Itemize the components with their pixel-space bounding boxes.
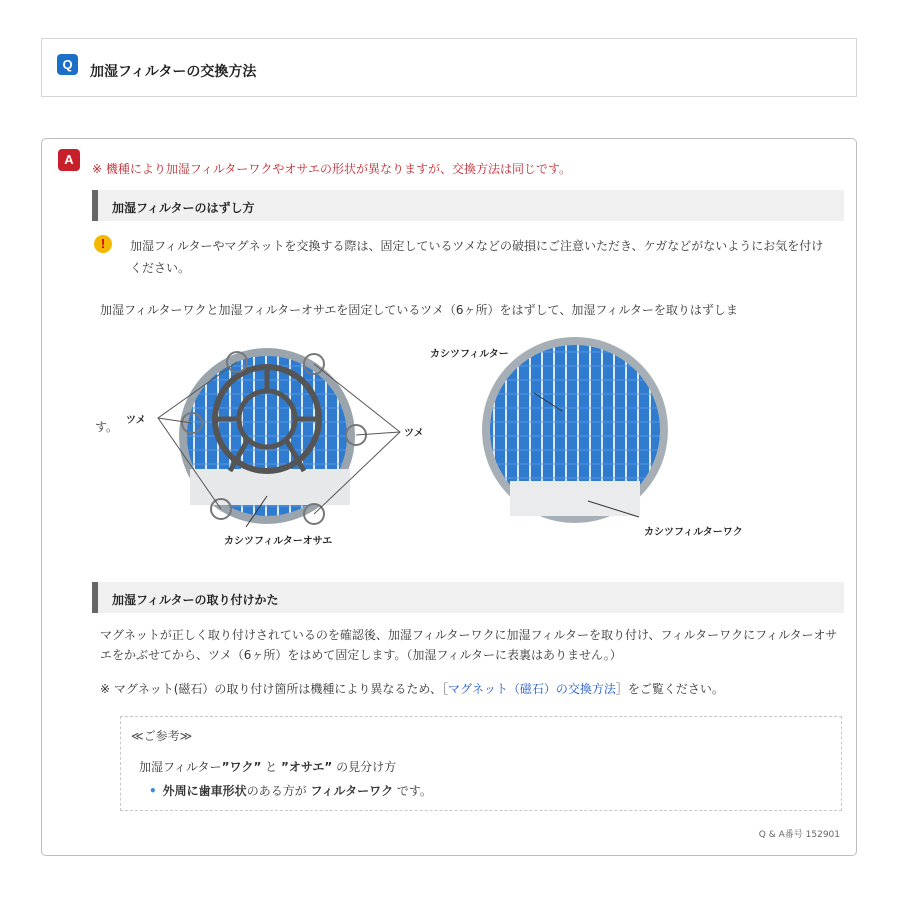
- model-note: ※ 機種により加湿フィルターワクやオサエの形状が異なりますが、交換方法は同じです。: [92, 162, 571, 176]
- removal-instruction-end: す。: [95, 420, 119, 434]
- reference-heading: ≪ご参考≫: [131, 729, 193, 743]
- section-removal-header: [92, 190, 844, 221]
- reference-prefix: 加湿フィルター: [139, 760, 222, 774]
- filter-photos: [92, 331, 832, 561]
- bullet-bold2: フィルターワク: [310, 784, 394, 798]
- section-attach-header: [92, 582, 844, 613]
- magnet-note-prefix: ※ マグネット(磁石）の取り付け箇所は機種により異なるため、［: [100, 682, 448, 696]
- magnet-note: [100, 679, 845, 699]
- qa-number: Q & A番号 152901: [758, 830, 840, 840]
- label-waku: カシツフィルターワク: [644, 527, 743, 538]
- question-box: [41, 38, 857, 97]
- reference-bullet: [149, 782, 432, 799]
- bullet-end: です。: [393, 784, 432, 798]
- answer-badge: A: [58, 149, 80, 171]
- bullet-bold1: 外周に歯車形状: [162, 784, 247, 798]
- reference-line: [139, 758, 396, 775]
- reference-suffix: の見分け方: [332, 760, 397, 774]
- reference-osae-term: ”オサエ”: [280, 760, 333, 774]
- question-badge: Q: [57, 54, 78, 75]
- magnet-exchange-link[interactable]: マグネット（磁石）の交換方法: [447, 682, 616, 696]
- attach-instruction: マグネットが正しく取り付けされているのを確認後、加湿フィルターワクに加湿フィルターを取り付け、フィルターワクにフィルターオサエをかぶせてから、ツメ（6ヶ所）をはめて固定します。（加湿フィルターに表裏はありません。）: [100, 628, 838, 662]
- reference-and: と: [261, 760, 281, 774]
- bullet-mid: のある方が: [246, 784, 311, 798]
- question-title: 加湿フィルターの交換方法: [90, 64, 257, 80]
- label-tsume-left: ツメ: [126, 415, 146, 426]
- section-removal-title: 加湿フィルターのはずし方: [112, 201, 255, 215]
- label-filter: カシツフィルター: [430, 349, 509, 360]
- warning-icon: !: [94, 235, 112, 253]
- filter-illustration: [92, 331, 832, 561]
- magnet-note-suffix: ］をご覧ください。: [615, 682, 724, 696]
- reference-box: [120, 716, 842, 811]
- label-osae: カシツフィルターオサエ: [224, 536, 333, 547]
- removal-instruction: 加湿フィルターワクと加湿フィルターオサエを固定しているツメ（6ヶ所）をはずして、加湿フィルターを取りはずしま: [100, 303, 738, 317]
- warning-text: 加湿フィルターやマグネットを交換する際は、固定しているツメなどの破損にご注意いただき、ケガなどがないようにお気を付けください。: [130, 239, 824, 275]
- reference-waku-term: ”ワク”: [221, 760, 262, 774]
- filter-frame-photo: [158, 348, 400, 527]
- filter-photo: [482, 337, 668, 523]
- answer-box: [41, 138, 857, 856]
- bullet-dot-icon: •: [149, 784, 157, 798]
- section-attach-title: 加湿フィルターの取り付けかた: [112, 593, 279, 607]
- label-tsume-right: ツメ: [404, 428, 424, 439]
